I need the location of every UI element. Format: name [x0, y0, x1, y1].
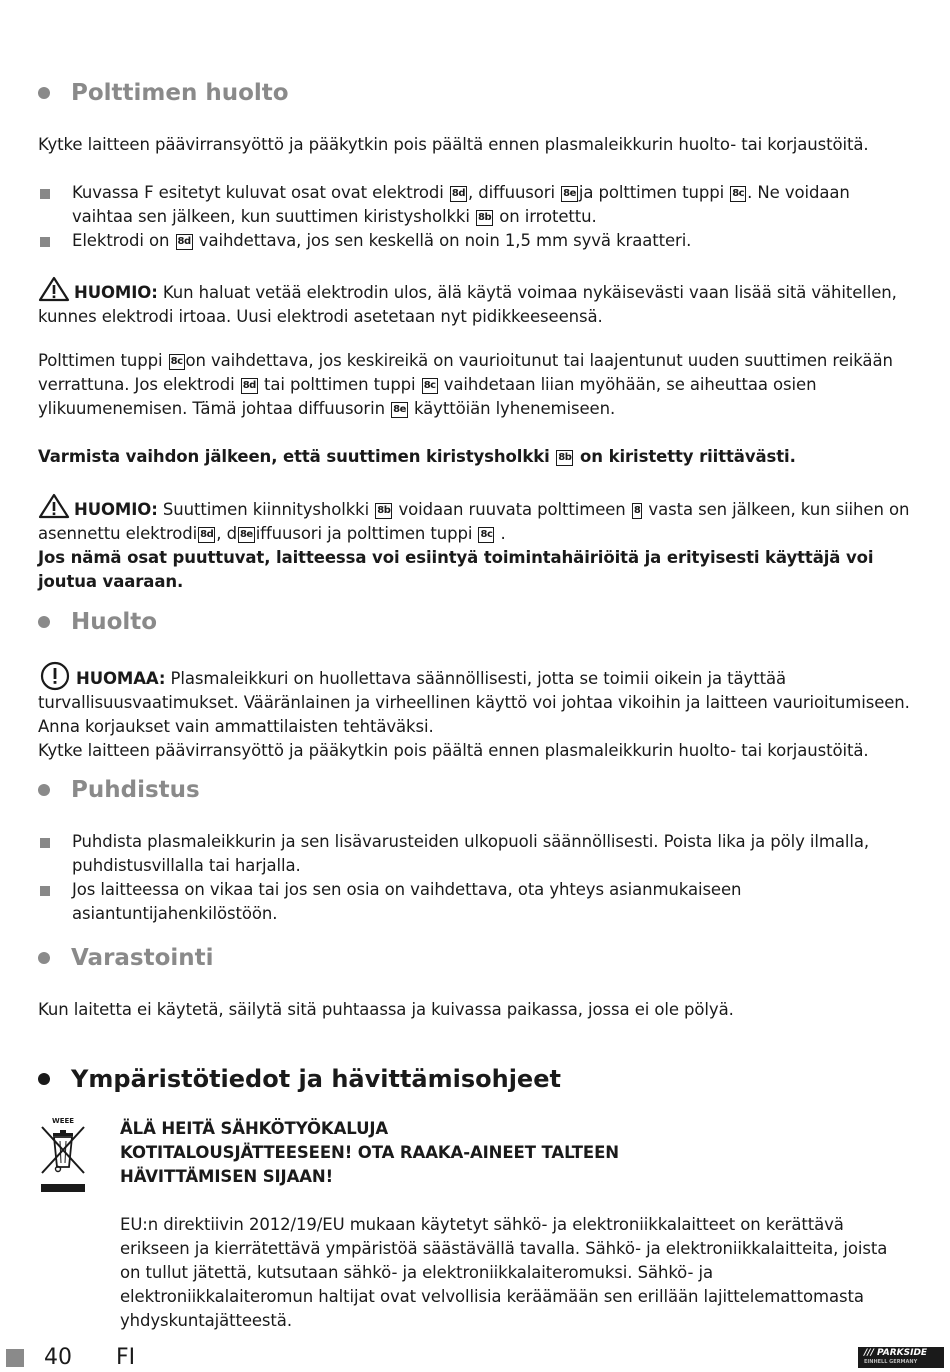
- bullet-dot: [38, 87, 50, 99]
- text: Kun haluat vetää elektrodin ulos, älä käytä voimaa nykäisevästi vaan lisää sitä vähitellen, kunnes elektrodi irtoaa. Uusi elektrodi asetetaan nyt pidikkeeseensä.: [38, 283, 897, 326]
- text: HÄVITTÄMISEN SIJAAN!: [120, 1167, 334, 1186]
- language-code: FI: [116, 1345, 136, 1370]
- part-ref-8b: 8b: [476, 210, 493, 226]
- list-item: Jos laitteessa on vikaa tai jos sen osia on vaihdettava, ota yhteys asianmukaiseen asiantuntijahenkilöstöön.: [38, 878, 910, 926]
- footer-marker: [6, 1349, 24, 1367]
- disposal-notice: [120, 1117, 910, 1333]
- section-heading-huolto: [38, 609, 157, 635]
- part-ref-8d: 8d: [176, 234, 193, 250]
- text: Varmista vaihdon jälkeen, että suuttimen kiristysholkki: [38, 447, 556, 466]
- part-ref-8b: 8b: [375, 503, 392, 519]
- text: ÄLÄ HEITÄ SÄHKÖTYÖKALUJA: [120, 1119, 389, 1138]
- heading-text: Varastointi: [71, 945, 214, 971]
- notice-label: HUOMAA:: [76, 669, 166, 688]
- part-ref-8d: 8d: [450, 186, 467, 202]
- text: on kiristetty riittävästi.: [574, 447, 796, 466]
- part-ref-8e: 8e: [238, 527, 255, 543]
- warning-triangle-icon: [38, 276, 70, 302]
- part-ref-8c: 8c: [478, 527, 494, 543]
- section-heading-ymparistotiedot: [38, 1065, 561, 1093]
- text: .: [495, 524, 506, 543]
- paragraph: [38, 349, 910, 421]
- logo-text: /// PARKSIDE: [864, 1348, 928, 1358]
- heading-text: Polttimen huolto: [71, 80, 289, 106]
- list-item: [38, 181, 910, 229]
- bullet-dot: [38, 616, 50, 628]
- text: käyttöiän lyhenemiseen.: [408, 399, 616, 418]
- heading-text: Ympäristötiedot ja hävittämisohjeet: [71, 1065, 561, 1093]
- part-ref-8c: 8c: [169, 354, 185, 370]
- text: , diffuusori: [468, 183, 561, 202]
- list-item: Puhdista plasmaleikkurin ja sen lisävarusteiden ulkopuoli säännöllisesti. Poista lika ja pöly ilmalla, puhdistusvillalla tai harjalla.: [38, 830, 910, 878]
- paragraph: EU:n direktiivin 2012/19/EU mukaan käytetyt sähkö- ja elektroniikkalaitteet on kerättävä erikseen ja kierrätettävä ympäristöä säästävällä tavalla. Sähkö- ja elektroniikkalaitteita, joista on tullut jätettä, kutsutaan sähkö- ja elektroniikkalaiteromuksi. Sähkö- ja elektroniikkalaiteromun haltijat ovat velvollisia keräämään sen erillään lajittelemattomasta yhdyskuntajätteestä.: [120, 1215, 888, 1330]
- warning-paragraph: [38, 276, 910, 329]
- crossed-bin-icon: [38, 1117, 88, 1195]
- part-ref-8c: 8c: [422, 378, 438, 394]
- warning-triangle-icon: [38, 493, 70, 519]
- exclamation-circle-icon: [38, 661, 72, 691]
- heading-text: Puhdistus: [71, 777, 200, 803]
- text: KOTITALOUSJÄTTEESEEN! OTA RAAKA-AINEET TALTEEN: [120, 1143, 619, 1162]
- part-ref-8d: 8d: [198, 527, 215, 543]
- text: Elektrodi on: [72, 231, 175, 250]
- section-heading-polttimen-huolto: [38, 80, 289, 106]
- text: vaihdettava, jos sen keskellä on noin 1,5 mm syvä kraatteri.: [193, 231, 692, 250]
- heading-text: Huolto: [71, 609, 158, 635]
- notice-block: [38, 661, 910, 763]
- bullet-list: [38, 830, 910, 926]
- text: Plasmaleikkuri on huollettava säännöllisesti, jotta se toimii oikein ja täyttää turvallisuusvaatimukset. Vääränlainen ja virheellinen käyttö voi johtaa vikoihin ja laitteen vaurioitumiseen. Anna korjaukset vain ammattilaisten tehtäväksi.: [38, 669, 910, 736]
- warning-paragraph: [38, 493, 910, 546]
- bullet-dot: [38, 1073, 50, 1085]
- section-heading-puhdistus: [38, 777, 200, 803]
- warning-block: [38, 493, 910, 594]
- part-ref-8: 8: [632, 503, 642, 519]
- bullet-dot: [38, 784, 50, 796]
- bold-notice: [38, 445, 910, 469]
- weee-symbol: [38, 1117, 88, 1195]
- part-ref-8e: 8e: [561, 186, 578, 202]
- list-item: [38, 229, 910, 253]
- weee-label: WEEE: [52, 1117, 75, 1125]
- text: Polttimen tuppi: [38, 351, 168, 370]
- text: Suuttimen kiinnitysholkki: [157, 500, 375, 519]
- bold-disposal-text: [120, 1117, 910, 1189]
- part-ref-8c: 8c: [730, 186, 746, 202]
- text: . Ne voidaan vaihtaa sen jälkeen, kun suuttimen kiristysholkki: [72, 183, 850, 226]
- paragraph: Kun laitetta ei käytetä, säilytä sitä puhtaassa ja kuivassa paikassa, jossa ei ole pölyä.: [38, 1000, 734, 1019]
- section-heading-varastointi: [38, 945, 214, 971]
- text: on vaihdettava, jos keskireikä on vaurioitunut tai laajentunut uuden suuttimen reikään verrattuna. Jos elektrodi: [38, 351, 893, 394]
- warning-label: HUOMIO:: [74, 283, 158, 302]
- text: tai polttimen tuppi: [258, 375, 421, 394]
- text: vasta sen jälkeen, kun siihen on asennettu elektrodi: [38, 500, 910, 543]
- text: iffuusori ja polttimen tuppi: [255, 524, 478, 543]
- notice-paragraph: [38, 661, 910, 739]
- brand-logo: [858, 1347, 944, 1368]
- part-ref-8b: 8b: [556, 450, 573, 466]
- part-ref-8d: 8d: [241, 378, 258, 394]
- bullet-list: [38, 181, 910, 253]
- text: Kuvassa F esitetyt kuluvat osat ovat elektrodi: [72, 183, 449, 202]
- text: on irrotettu.: [494, 207, 597, 226]
- text: voidaan ruuvata polttimeen: [393, 500, 631, 519]
- text: , d: [216, 524, 237, 543]
- part-ref-8e: 8e: [391, 402, 408, 418]
- text: ja polttimen tuppi: [578, 183, 730, 202]
- text: vaihdetaan liian myöhään, se aiheuttaa osien ylikuumenemisen. Tämä johtaa diffuusorin: [38, 375, 817, 418]
- bullet-dot: [38, 952, 50, 964]
- bold-warning-text: Jos nämä osat puuttuvat, laitteessa voi esiintyä toimintahäiriöitä ja erityisesti käyttäjä voi joutua vaaraan.: [38, 548, 874, 591]
- paragraph: Kytke laitteen päävirransyöttö ja pääkytkin pois päältä ennen plasmaleikkurin huolto- tai korjaustöitä.: [38, 741, 869, 760]
- logo-subtext: EINHELL GERMANY: [864, 1359, 918, 1365]
- page-number: 40: [44, 1345, 72, 1370]
- warning-label: HUOMIO:: [74, 500, 158, 519]
- paragraph: Kytke laitteen päävirransyöttö ja pääkytkin pois päältä ennen plasmaleikkurin huolto- tai korjaustöitä.: [38, 135, 869, 154]
